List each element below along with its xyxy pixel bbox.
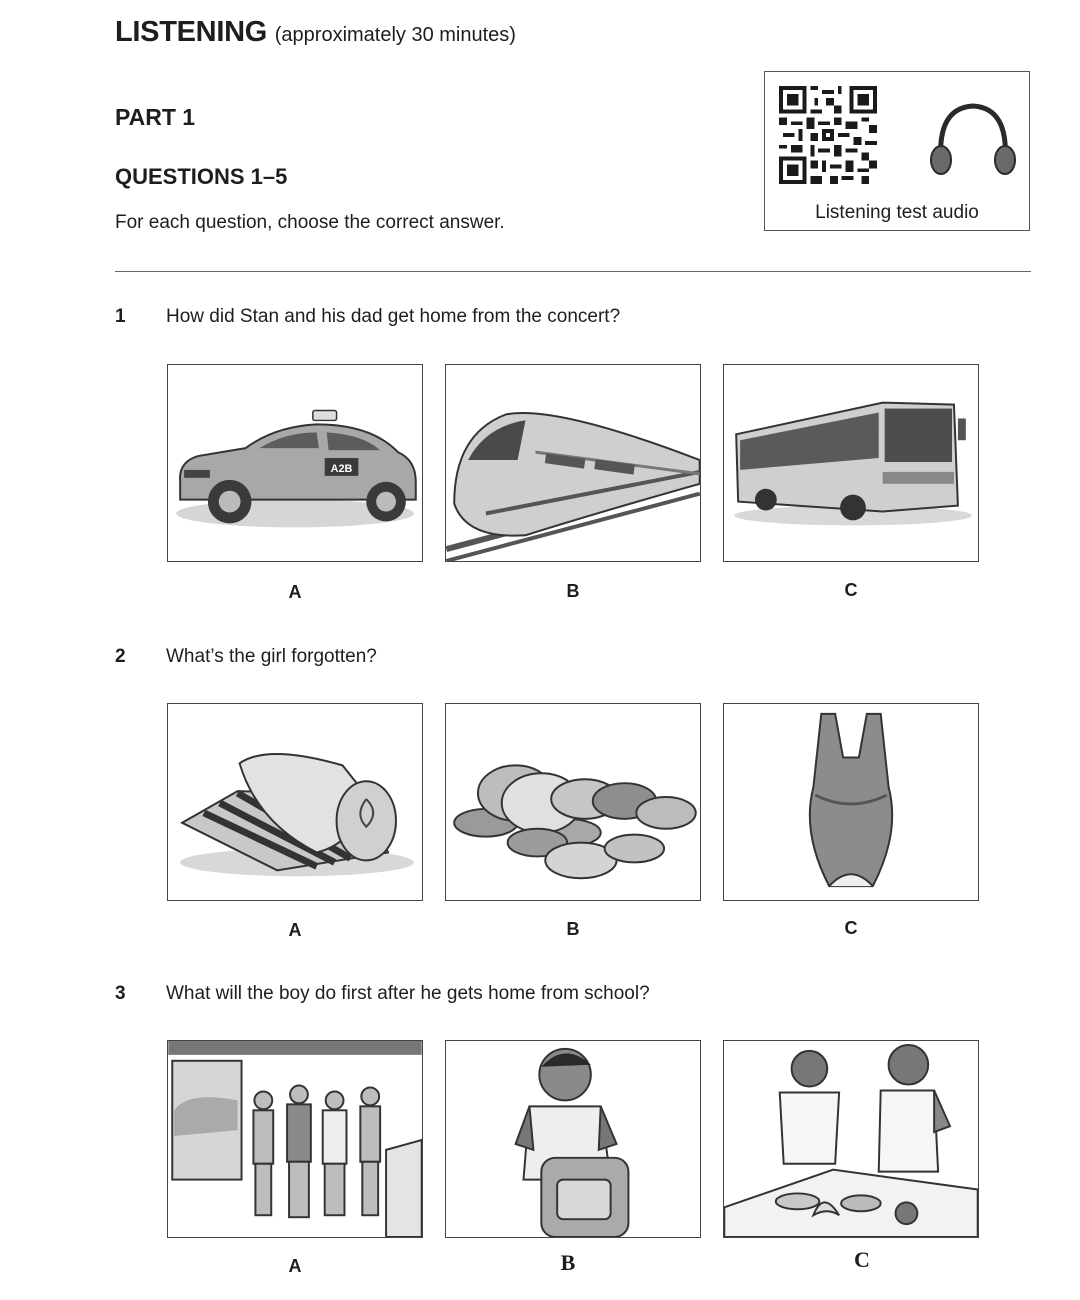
q3-option-b-letter: B <box>560 1250 576 1275</box>
boy-backpack-image <box>446 1041 700 1237</box>
question-1-text: How did Stan and his dad get home from the concert? <box>166 306 621 327</box>
q1-option-c-bus[interactable] <box>723 364 979 562</box>
question-3-number: 3 <box>115 983 126 1004</box>
section-duration: (approximately 30 minutes) <box>274 24 516 46</box>
questions-range-heading: QUESTIONS 1–5 <box>115 164 288 189</box>
towel-image <box>168 704 422 900</box>
part-heading: PART 1 <box>115 104 196 130</box>
taxi-sign: A2B <box>330 462 353 475</box>
question-2-text: What’s the girl forgotten? <box>166 646 377 667</box>
audio-label: Listening test audio <box>815 202 979 223</box>
q3-option-c-letter: C <box>854 1247 870 1272</box>
q3-option-c-making-food[interactable] <box>723 1040 979 1238</box>
coins-image <box>446 704 700 900</box>
q1-option-a-taxi[interactable] <box>167 364 423 562</box>
q1-option-b-letter: B <box>566 581 580 601</box>
q3-option-a-queue[interactable] <box>167 1040 423 1238</box>
taxi-image <box>168 365 422 561</box>
q2-option-c-letter: C <box>844 918 858 938</box>
q2-option-a-letter: A <box>288 920 302 940</box>
q2-option-b-coins[interactable] <box>445 703 701 901</box>
q2-option-c-swimsuit[interactable] <box>723 703 979 901</box>
q3-option-a-letter: A <box>288 1256 302 1276</box>
boys-making-food-image <box>724 1041 978 1237</box>
headphones-icon <box>925 100 1021 178</box>
q1-option-b-train[interactable] <box>445 364 701 562</box>
bus-image <box>724 365 978 561</box>
section-title-text: LISTENING <box>115 16 267 48</box>
swimsuit-image <box>724 704 978 900</box>
q1-option-c-letter: C <box>844 580 858 600</box>
instruction-text: For each question, choose the correct answer. <box>115 212 505 233</box>
question-3-text: What will the boy do first after he gets home from school? <box>166 983 650 1004</box>
audio-box[interactable] <box>764 71 1030 231</box>
question-1-number: 1 <box>115 306 126 327</box>
train-image <box>446 365 700 561</box>
question-2-number: 2 <box>115 646 126 667</box>
section-title <box>115 16 516 49</box>
divider <box>115 271 1031 272</box>
q1-option-a-letter: A <box>288 582 302 602</box>
q3-option-b-backpack[interactable] <box>445 1040 701 1238</box>
q2-option-b-letter: B <box>566 919 580 939</box>
q2-option-a-towel[interactable] <box>167 703 423 901</box>
qr-code-icon[interactable] <box>779 86 877 184</box>
station-queue-image <box>168 1041 422 1237</box>
